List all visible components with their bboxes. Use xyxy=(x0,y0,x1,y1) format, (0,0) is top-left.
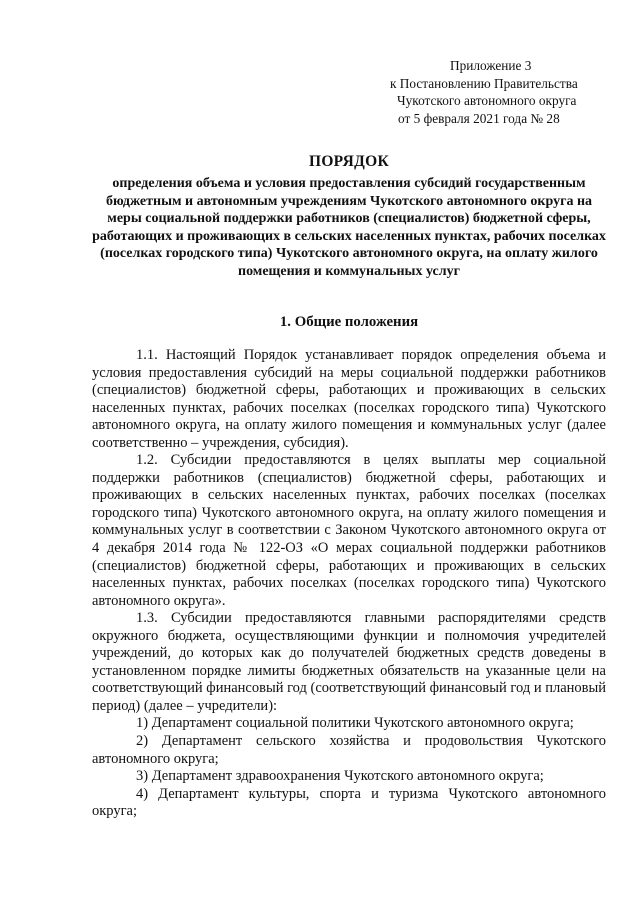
document-title-block xyxy=(92,152,606,281)
list-item: 1) Департамент социальной политики Чукотского автономного округа; xyxy=(136,715,574,732)
paragraph-1-1: 1.1. Настоящий Порядок устанавливает порядок определения объема и условия предоставления субсидий на меры социальной поддержки работников (специалистов) бюджетной сферы, работающих и проживающих в сельских населенных пунктах, рабочих поселках (поселках городского типа) Чукотского автономного округа, на оплату жилого помещения и коммунальных услуг (далее соответственно – учреждения, субсидия). xyxy=(92,347,606,451)
list-item: 4) Департамент культуры, спорта и туризма Чукотского автономного округа; xyxy=(92,785,606,820)
appendix-date-number: от 5 февраля 2021 года № 28 xyxy=(398,110,560,126)
section-heading: 1. Общие положения xyxy=(279,314,419,330)
appendix-authority: Чукотского автономного округа xyxy=(397,93,577,108)
list-item: 2) Департамент сельского хозяйства и продовольствия Чукотского автономного округа; xyxy=(92,733,606,767)
appendix-reference: к Постановлению Правительства xyxy=(390,75,578,91)
appendix-number: Приложение 3 xyxy=(450,58,532,73)
document-title: ПОРЯДОК xyxy=(308,153,390,170)
document-subtitle: определения объема и условия предоставления субсидий государственным бюджетным и автономным учреждениям Чукотского автономного округа на меры социальной поддержки работников (специалистов) бюджетной сферы, работающих и проживающих в сельских населенных пунктах, рабочих поселках (поселках городского типа) Чукотского автономного округа, на оплату жилого помещения и коммунальных услуг xyxy=(92,176,606,279)
list-item: 3) Департамент здравоохранения Чукотского автономного округа; xyxy=(136,768,544,785)
paragraph-1-2: 1.2. Субсидии предоставляются в целях выплаты мер социальной поддержки работников (специалистов) бюджетной сферы, работающих и проживающих в сельских населенных пунктах, рабочих поселках (поселках городского типа) Чукотского автономного округа, на оплату жилого помещения и коммунальных услуг в соответствии с Законом Чукотского автономного округа от 4 декабря 2014 года № 122-ОЗ «О мерах социальной поддержки работников (специалистов) бюджетной сферы, работающих и проживающих в сельских населенных пунктах, рабочих поселках (поселках городского типа) Чукотского автономного округа». xyxy=(92,452,606,609)
section-body xyxy=(92,347,606,821)
appendix-block xyxy=(390,57,620,127)
paragraph-1-3: 1.3. Субсидии предоставляются главными распорядителями средств окружного бюджета, осуществляющими функции и полномочия учредителей учреждений, до которых как до получателей бюджетных средств доведены в установленном порядке лимиты бюджетных обязательств на указанные цели на соответствующий финансовый год (соответствующий финансовый год и плановый период) (далее – учредители): xyxy=(92,610,606,714)
